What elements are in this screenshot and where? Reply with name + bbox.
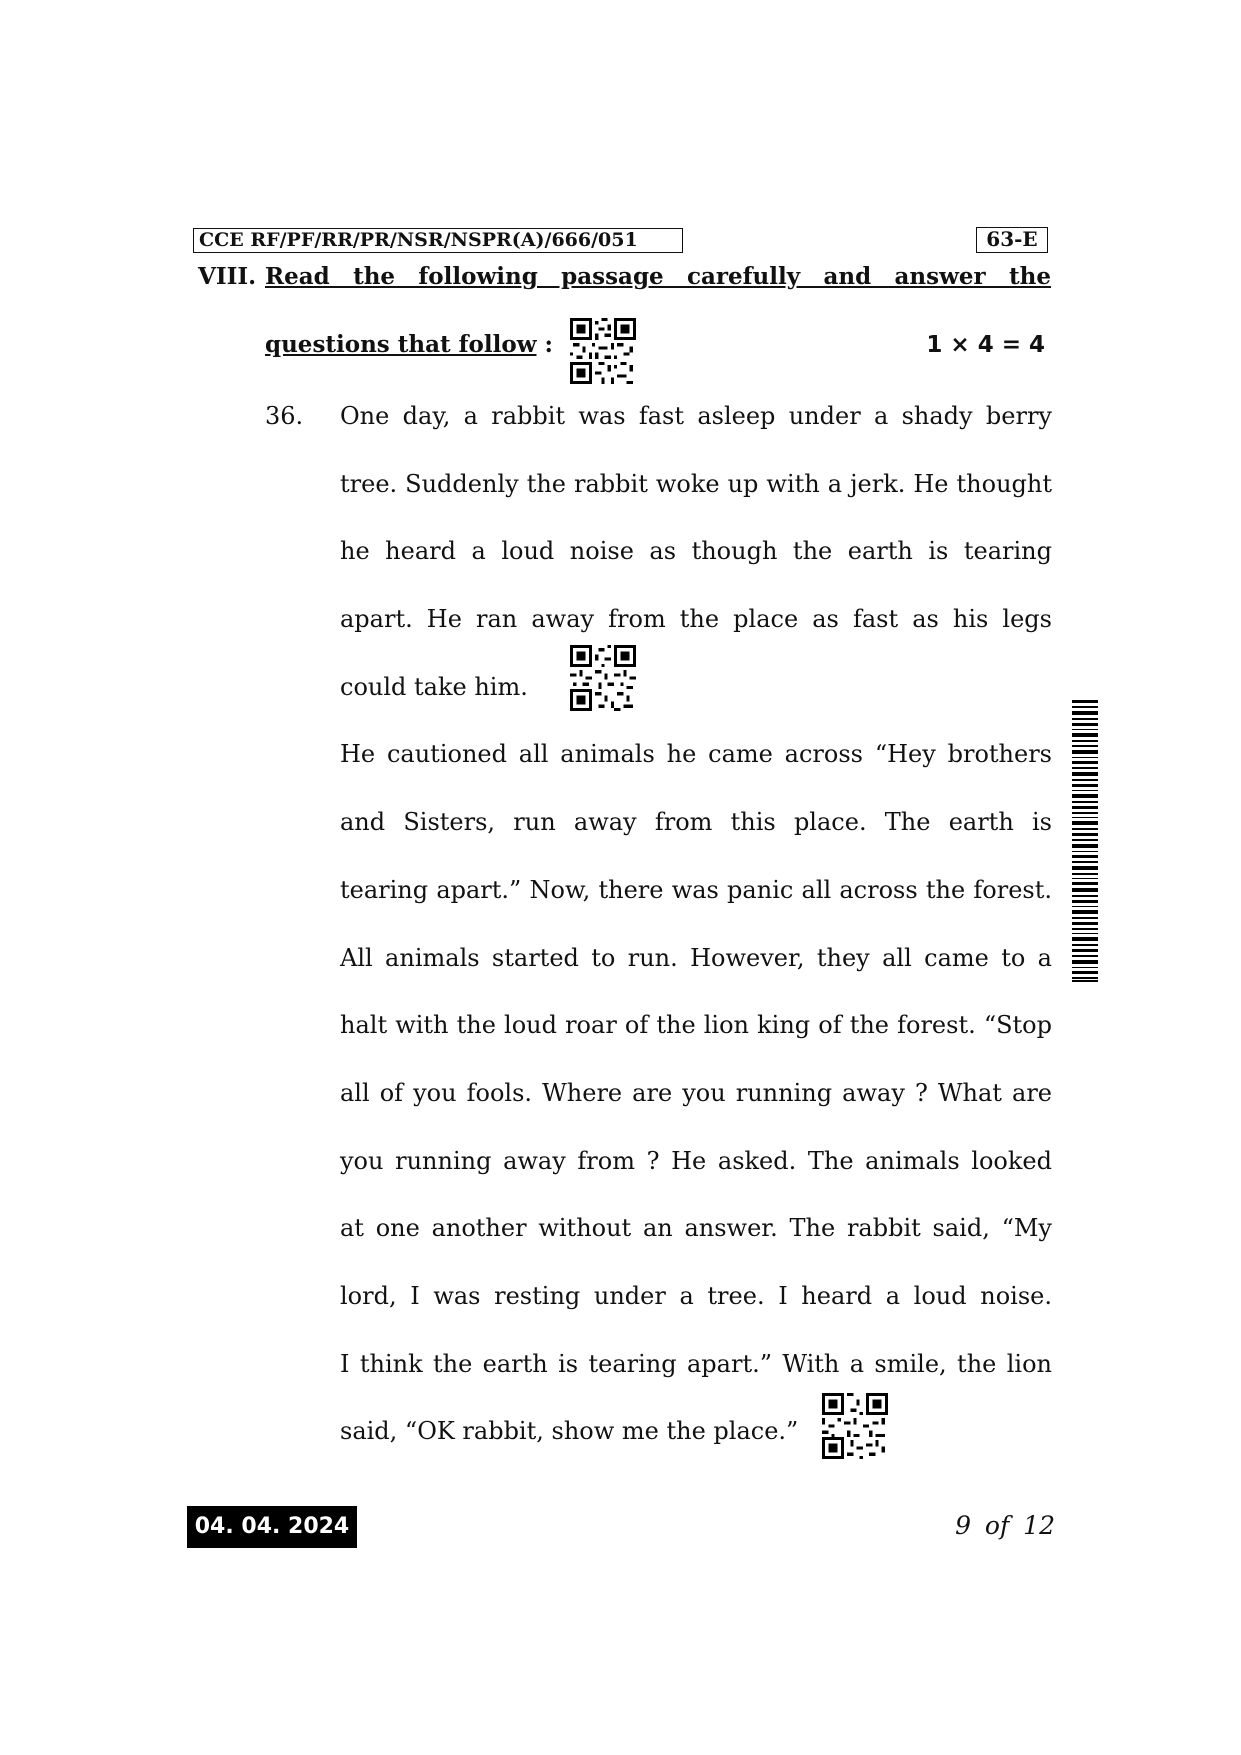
qr-code-icon — [570, 318, 636, 384]
passage-line: apart. He ran away from the place as fast as his legs — [340, 605, 1052, 634]
section-number: VIII. — [198, 263, 257, 290]
instruction-colon: : — [544, 331, 554, 358]
passage-line: tearing apart.” Now, there was panic all across the forest. — [340, 875, 1052, 904]
passage-line: could take him. — [340, 672, 528, 701]
exam-date: 04. 04. 2024 — [187, 1506, 357, 1548]
set-code: 63-E — [976, 227, 1048, 253]
passage-line: and Sisters, run away from this place. The earth is — [340, 808, 1052, 837]
paper-code: CCE RF/PF/RR/PR/NSR/NSPR(A)/666/051 — [193, 228, 683, 253]
passage-line: you running away from ? He asked. The animals looked — [340, 1146, 1052, 1175]
instruction-continuation: questions that follow — [265, 331, 537, 358]
passage-line: He cautioned all animals he came across “Hey brothers — [340, 740, 1052, 769]
passage-line: tree. Suddenly the rabbit woke up with a jerk. He thought — [340, 469, 1052, 498]
page-number: 9 of 12 — [955, 1511, 1055, 1540]
passage-line: at one another without an answer. The rabbit said, “My — [340, 1214, 1052, 1243]
passage — [340, 398, 1052, 1481]
question-number: 36. — [265, 402, 304, 430]
barcode-icon — [1072, 700, 1098, 982]
passage-line: all of you fools. Where are you running away ? What are — [340, 1078, 1052, 1107]
section-instruction-line2 — [265, 330, 553, 360]
passage-line: One day, a rabbit was fast asleep under a shady berry — [340, 402, 1052, 430]
marks-allocation: 1 × 4 = 4 — [926, 332, 1045, 358]
passage-line: All animals started to run. However, they all came to a — [340, 943, 1052, 972]
passage-line: lord, I was resting under a tree. I heard a loud noise. — [340, 1281, 1052, 1310]
passage-line: he heard a loud noise as though the earth is tearing — [340, 537, 1052, 566]
passage-line: said, “OK rabbit, show me the place.” — [340, 1417, 799, 1446]
passage-line: I think the earth is tearing apart.” With a smile, the lion — [340, 1349, 1052, 1378]
passage-line: halt with the loud roar of the lion king of the forest. “Stop — [340, 1011, 1052, 1040]
section-instruction-line1: Read the following passage carefully and answer the — [265, 263, 1051, 290]
